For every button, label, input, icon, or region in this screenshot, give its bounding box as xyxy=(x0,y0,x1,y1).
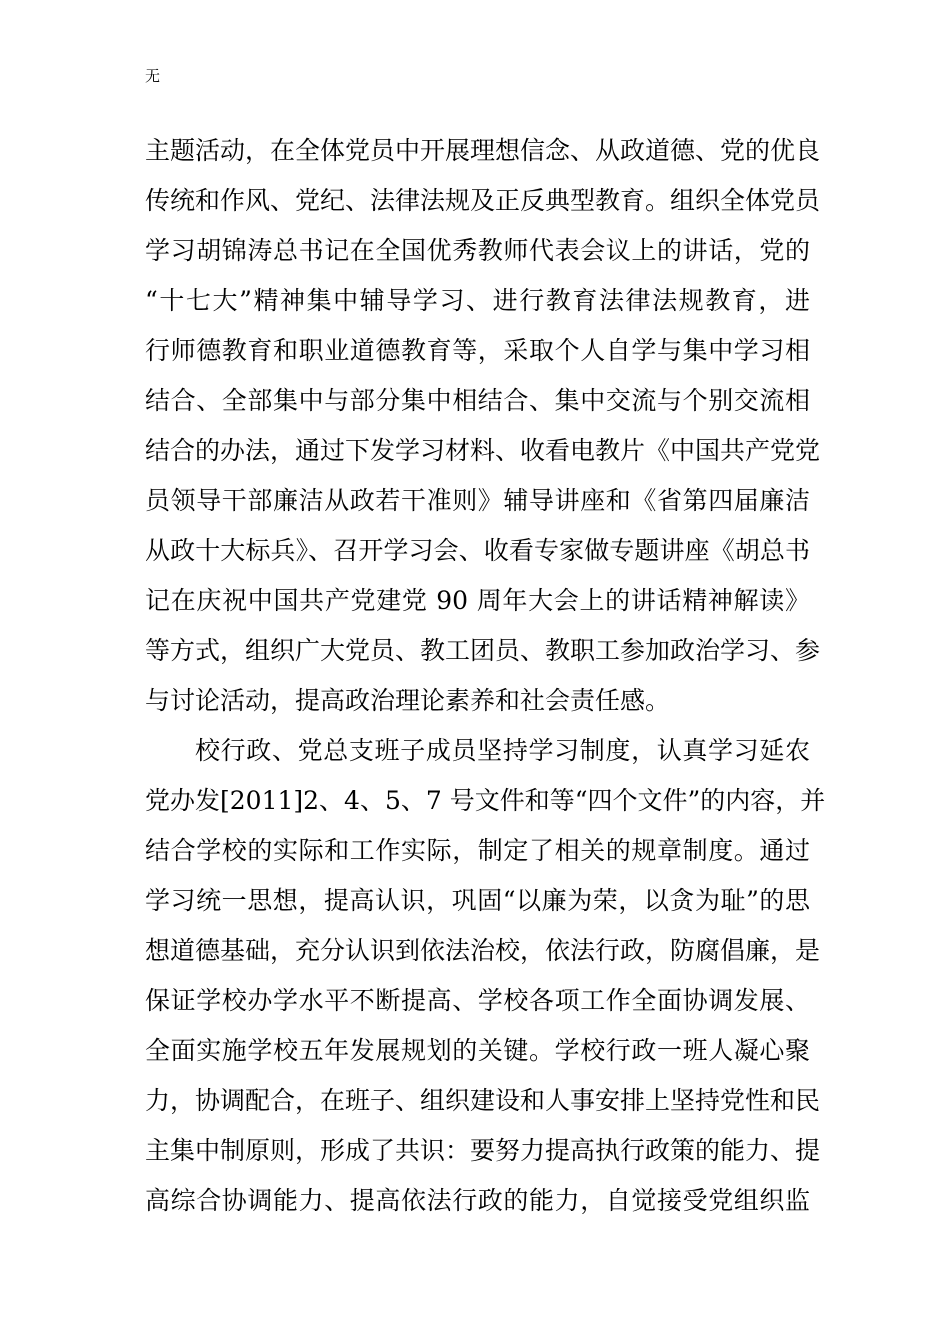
text-line: 从政十大标兵》、召开学习会、收看专家做专题讲座《胡总书 xyxy=(145,536,810,565)
text-line: 想道德基础，充分认识到依法治校，依法行政，防腐倡廉，是 xyxy=(145,936,821,965)
page-header: 无 xyxy=(145,67,161,85)
text-line: 结合学校的实际和工作实际，制定了相关的规章制度。通过 xyxy=(145,836,810,865)
text-line: 学习胡锦涛总书记在全国优秀教师代表会议上的讲话，党的 xyxy=(145,236,810,265)
paragraph xyxy=(145,726,826,1226)
text-line: 全面实施学校五年发展规划的关键。学校行政一班人凝心聚 xyxy=(145,1036,810,1065)
text-line: 力，协调配合，在班子、组织建设和人事安排上坚持党性和民 xyxy=(145,1086,821,1115)
text-line: 行师德教育和职业道德教育等，采取个人自学与集中学习相 xyxy=(145,336,810,365)
text-line: 传统和作风、党纪、法律法规及正反典型教育。组织全体党员 xyxy=(145,186,821,215)
paragraph-container xyxy=(145,126,826,1226)
text-line: 高综合协调能力、提高依法行政的能力，自觉接受党组织监 xyxy=(145,1186,810,1215)
text-line: 主集中制原则，形成了共识：要努力提高执行政策的能力、提 xyxy=(145,1136,821,1165)
text-line: 记在庆祝中国共产党建党 90 周年大会上的讲话精神解读》 xyxy=(145,586,810,615)
text-line: 校行政、党总支班子成员坚持学习制度，认真学习延农 xyxy=(195,736,810,765)
text-line: 学习统一思想，提高认识，巩固“以廉为荣，以贪为耻”的思 xyxy=(145,886,810,915)
text-line: “十七大”精神集中辅导学习、进行教育法律法规教育，进 xyxy=(145,286,810,315)
document-body xyxy=(145,126,826,1226)
text-line: 结合、全部集中与部分集中相结合、集中交流与个别交流相 xyxy=(145,386,810,415)
text-line: 员领导干部廉洁从政若干准则》辅导讲座和《省第四届廉洁 xyxy=(145,486,810,515)
text-line: 结合的办法，通过下发学习材料、收看电教片《中国共产党党 xyxy=(145,436,821,465)
text-line: 党办发[2011]2、4、5、7 号文件和等“四个文件”的内容，并 xyxy=(145,786,826,815)
paragraph xyxy=(145,126,821,726)
text-line: 等方式，组织广大党员、教工团员、教职工参加政治学习、参 xyxy=(145,636,821,665)
text-line: 与讨论活动，提高政治理论素养和社会责任感。 xyxy=(145,686,671,715)
text-line: 保证学校办学水平不断提高、学校各项工作全面协调发展、 xyxy=(145,986,810,1015)
text-line: 主题活动，在全体党员中开展理想信念、从政道德、党的优良 xyxy=(145,136,821,165)
